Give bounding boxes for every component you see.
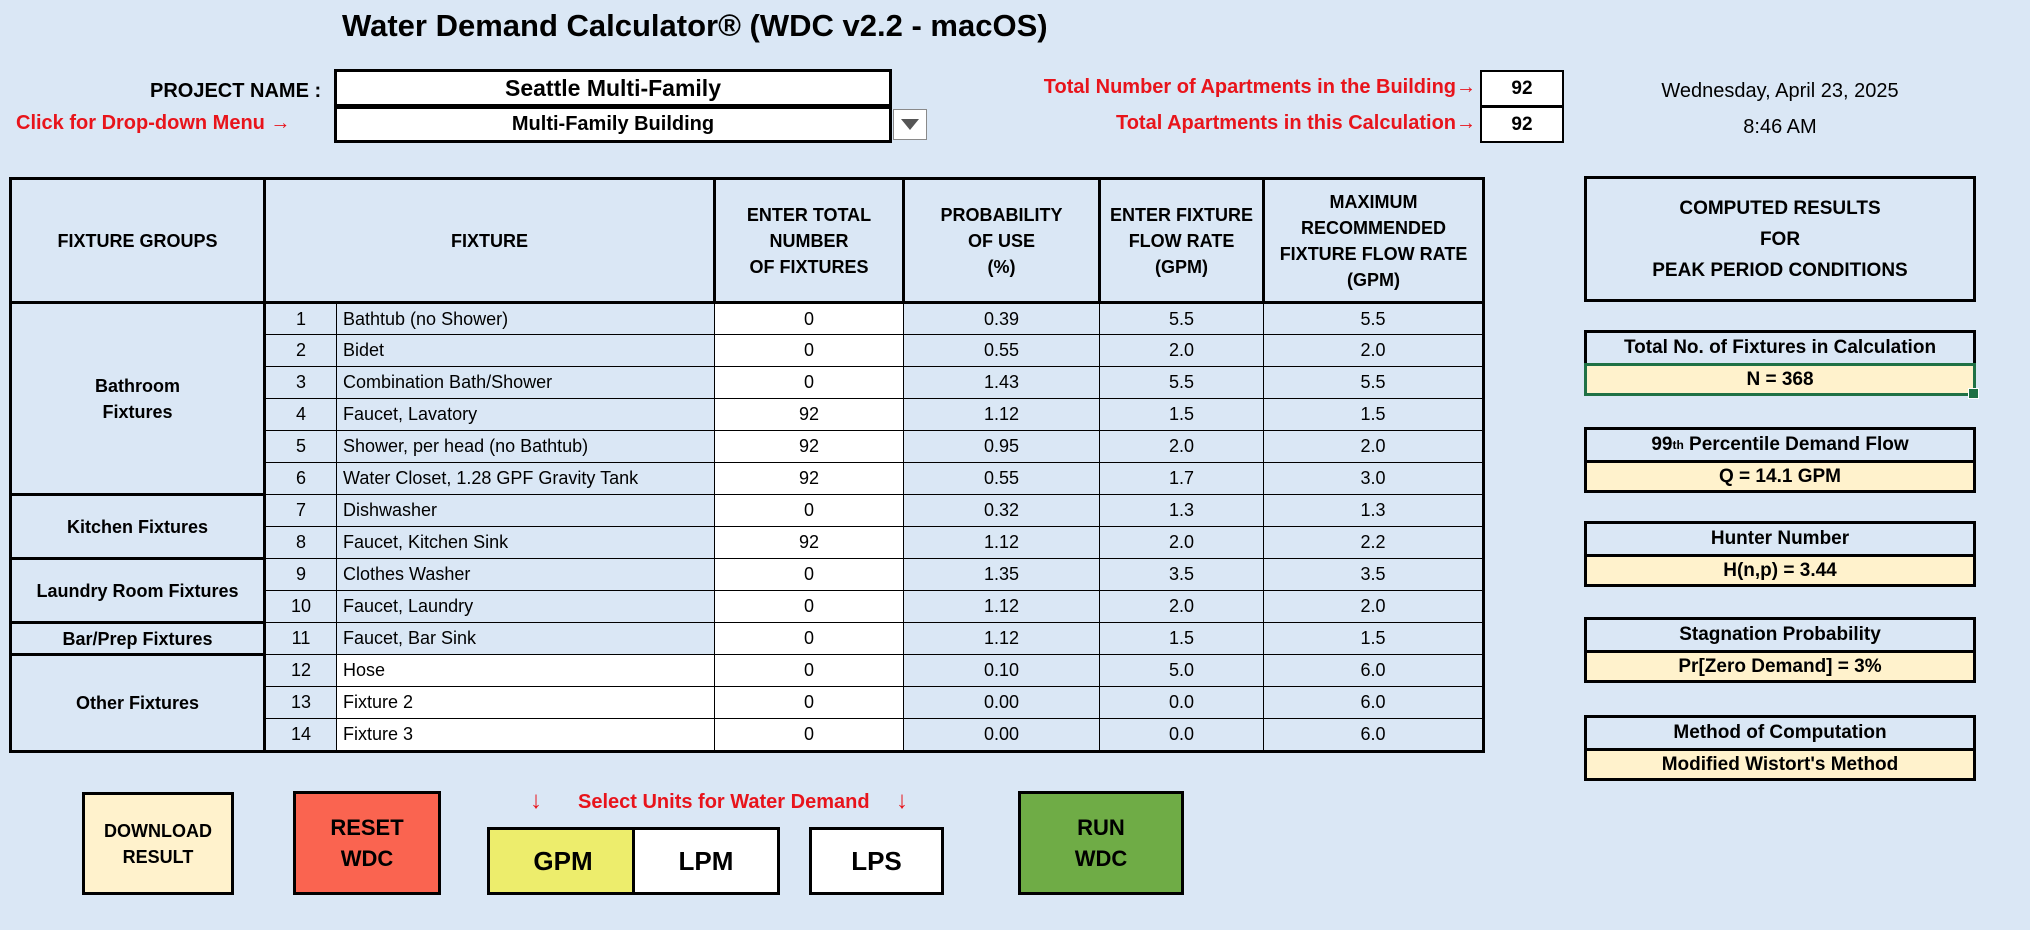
flow-rate-input[interactable]: 2.0 <box>1100 335 1264 367</box>
building-type-dropdown-button[interactable] <box>893 109 927 140</box>
calc-apartments-input[interactable]: 92 <box>1480 106 1564 143</box>
demand-flow-value: Q = 14.1 GPM <box>1584 460 1976 493</box>
fixture-group-label: Kitchen Fixtures <box>66 516 209 537</box>
unit-gpm-button[interactable]: GPM <box>487 827 639 895</box>
flow-rate-input[interactable]: 0.0 <box>1100 719 1264 752</box>
flow-rate-input[interactable]: 3.5 <box>1100 559 1264 591</box>
fixture-name: Faucet, Kitchen Sink <box>337 527 715 559</box>
reset-line: WDC <box>340 846 394 871</box>
probability-of-use: 0.00 <box>904 687 1100 719</box>
table-row <box>11 495 1484 527</box>
demand-flow-label-num: 99 <box>1651 434 1673 455</box>
fixture-count-input[interactable]: 92 <box>715 463 904 495</box>
max-flow-rate: 1.5 <box>1264 623 1484 655</box>
flow-rate-input[interactable]: 2.0 <box>1100 431 1264 463</box>
table-row <box>11 623 1484 655</box>
fixture-name: Fixture 2 <box>337 687 715 719</box>
total-fixtures-label: Total No. of Fixtures in Calculation <box>1584 330 1976 363</box>
fixture-count-input[interactable]: 0 <box>715 719 904 752</box>
max-flow-rate: 3.0 <box>1264 463 1484 495</box>
header-max-line: FIXTURE FLOW RATE <box>1279 243 1468 264</box>
flow-rate-input[interactable]: 1.5 <box>1100 623 1264 655</box>
fixture-count-input[interactable]: 0 <box>715 303 904 335</box>
probability-of-use: 0.32 <box>904 495 1100 527</box>
dropdown-hint: Click for Drop-down Menu → <box>16 112 291 134</box>
fixture-name: Shower, per head (no Bathtub) <box>337 431 715 463</box>
flow-rate-input[interactable]: 1.5 <box>1100 399 1264 431</box>
row-number: 7 <box>265 495 337 527</box>
row-number: 9 <box>265 559 337 591</box>
results-header-line: COMPUTED RESULTS <box>1679 197 1881 219</box>
header-prob-line: PROBABILITY <box>940 204 1063 225</box>
header-prob-line: OF USE <box>968 230 1036 251</box>
flow-rate-input[interactable]: 1.7 <box>1100 463 1264 495</box>
flow-rate-input[interactable]: 5.5 <box>1100 367 1264 399</box>
probability-of-use: 0.10 <box>904 655 1100 687</box>
app-title: Water Demand Calculator® (WDC v2.2 - macOS) <box>342 8 1048 43</box>
fixture-name: Bidet <box>337 335 715 367</box>
fixture-count-input[interactable]: 0 <box>715 495 904 527</box>
fixture-count-input[interactable]: 92 <box>715 399 904 431</box>
results-header-line: FOR <box>1759 228 1801 250</box>
calc-apartments-label: Total Apartments in this Calculation→ <box>1115 112 1476 134</box>
fixture-count-input[interactable]: 0 <box>715 687 904 719</box>
fixture-name: Dishwasher <box>337 495 715 527</box>
header-count <box>715 179 904 303</box>
header-rate-line: ENTER FIXTURE <box>1110 204 1254 225</box>
fixture-name: Faucet, Laundry <box>337 591 715 623</box>
row-number: 3 <box>265 367 337 399</box>
result-demand-flow <box>1584 427 1976 493</box>
fixture-name: Faucet, Lavatory <box>337 399 715 431</box>
header-max-line: MAXIMUM <box>1329 191 1418 212</box>
download-line: RESULT <box>122 846 194 867</box>
flow-rate-input[interactable]: 2.0 <box>1100 591 1264 623</box>
probability-of-use: 1.43 <box>904 367 1100 399</box>
demand-flow-label-text: Percentile Demand Flow <box>1683 434 1909 455</box>
probability-of-use: 0.95 <box>904 431 1100 463</box>
table-header-row <box>11 179 1484 303</box>
unit-lpm-button[interactable]: LPM <box>632 827 780 895</box>
header-probability <box>904 179 1100 303</box>
max-flow-rate: 2.0 <box>1264 431 1484 463</box>
fixture-count-input[interactable]: 0 <box>715 623 904 655</box>
download-result-button[interactable] <box>82 792 234 895</box>
probability-of-use: 1.12 <box>904 527 1100 559</box>
run-wdc-button[interactable] <box>1018 791 1184 895</box>
header-fixture: FIXTURE <box>265 179 715 303</box>
table-row <box>11 303 1484 335</box>
run-line: WDC <box>1074 846 1128 871</box>
fixture-count-input[interactable]: 0 <box>715 367 904 399</box>
header-max-line: (GPM) <box>1347 269 1401 290</box>
time-display: 8:46 AM <box>1743 116 1817 138</box>
chevron-down-icon <box>901 119 919 130</box>
max-flow-rate: 1.3 <box>1264 495 1484 527</box>
probability-of-use: 1.35 <box>904 559 1100 591</box>
fixture-count-input[interactable]: 0 <box>715 655 904 687</box>
fixture-group-label: Laundry Room Fixtures <box>36 580 239 601</box>
fixture-group-label: Bathroom <box>95 375 180 396</box>
demand-flow-label: 99 th Percentile Demand Flow <box>1584 427 1976 460</box>
reset-wdc-button[interactable] <box>293 791 441 895</box>
fixture-group-cell <box>11 559 265 623</box>
row-number: 5 <box>265 431 337 463</box>
result-total-fixtures <box>1584 330 1976 396</box>
table-row <box>11 559 1484 591</box>
max-flow-rate: 6.0 <box>1264 719 1484 752</box>
max-flow-rate: 2.0 <box>1264 591 1484 623</box>
run-line: RUN <box>1077 815 1125 840</box>
header-count-line: OF FIXTURES <box>749 256 869 277</box>
fixture-count-input[interactable]: 0 <box>715 591 904 623</box>
fixture-count-input[interactable]: 92 <box>715 527 904 559</box>
building-type-select[interactable]: Multi-Family Building <box>334 106 892 143</box>
table-row <box>11 655 1484 687</box>
max-flow-rate: 6.0 <box>1264 687 1484 719</box>
max-flow-rate: 2.2 <box>1264 527 1484 559</box>
result-hunter-number <box>1584 521 1976 587</box>
probability-of-use: 0.55 <box>904 463 1100 495</box>
header-max-flow-rate <box>1264 179 1484 303</box>
fixture-group-cell <box>11 623 265 655</box>
fixture-name: Combination Bath/Shower <box>337 367 715 399</box>
row-number: 13 <box>265 687 337 719</box>
fixture-count-input[interactable]: 0 <box>715 335 904 367</box>
header-fixture-groups: FIXTURE GROUPS <box>11 179 265 303</box>
fixture-group-label: Fixtures <box>102 401 173 422</box>
probability-of-use: 0.39 <box>904 303 1100 335</box>
max-flow-rate: 1.5 <box>1264 399 1484 431</box>
total-apartments-input[interactable]: 92 <box>1480 70 1564 107</box>
fixture-count-input[interactable]: 92 <box>715 431 904 463</box>
units-hint: Select Units for Water Demand <box>578 791 870 813</box>
computed-results-header <box>1584 176 1976 302</box>
fixture-name: Fixture 3 <box>337 719 715 752</box>
total-apartments-label: Total Number of Apartments in the Building→ <box>1043 76 1476 98</box>
header-count-line: NUMBER <box>769 230 849 251</box>
date-display: Wednesday, April 23, 2025 <box>1661 80 1899 102</box>
row-number: 6 <box>265 463 337 495</box>
stagnation-value: Pr[Zero Demand] = 3% <box>1584 650 1976 683</box>
reset-line: RESET <box>330 815 404 840</box>
row-number: 14 <box>265 719 337 752</box>
total-fixtures-value[interactable]: N = 368 <box>1584 363 1976 396</box>
header-prob-line: (%) <box>987 256 1016 277</box>
fixture-group-label: Other Fixtures <box>75 693 200 713</box>
flow-rate-input[interactable]: 5.5 <box>1100 303 1264 335</box>
max-flow-rate: 6.0 <box>1264 655 1484 687</box>
header-count-line: ENTER TOTAL <box>746 204 872 225</box>
fixture-name: Water Closet, 1.28 GPF Gravity Tank <box>337 463 715 495</box>
row-number: 2 <box>265 335 337 367</box>
max-flow-rate: 5.5 <box>1264 303 1484 335</box>
max-flow-rate: 5.5 <box>1264 367 1484 399</box>
header-flow-rate <box>1100 179 1264 303</box>
flow-rate-input[interactable]: 2.0 <box>1100 527 1264 559</box>
probability-of-use: 1.12 <box>904 399 1100 431</box>
result-method <box>1584 715 1976 781</box>
fixture-table <box>9 177 1485 753</box>
fixture-name: Faucet, Bar Sink <box>337 623 715 655</box>
row-number: 4 <box>265 399 337 431</box>
arrow-down-icon: ↓ <box>530 787 542 814</box>
fixture-group-cell <box>11 655 265 752</box>
result-stagnation <box>1584 617 1976 683</box>
fixture-name: Bathtub (no Shower) <box>337 303 715 335</box>
probability-of-use: 0.55 <box>904 335 1100 367</box>
flow-rate-input[interactable]: 1.3 <box>1100 495 1264 527</box>
flow-rate-input[interactable]: 5.0 <box>1100 655 1264 687</box>
method-label: Method of Computation <box>1584 715 1976 748</box>
header-rate-line: (GPM) <box>1155 256 1209 277</box>
project-name-label: PROJECT NAME : <box>150 80 322 102</box>
results-header-line: PEAK PERIOD CONDITIONS <box>1652 259 1908 281</box>
max-flow-rate: 3.5 <box>1264 559 1484 591</box>
probability-of-use: 0.00 <box>904 719 1100 752</box>
fixture-group-label: Bar/Prep Fixtures <box>62 628 213 649</box>
hunter-number-label: Hunter Number <box>1584 521 1976 554</box>
fixture-count-input[interactable]: 0 <box>715 559 904 591</box>
probability-of-use: 1.12 <box>904 591 1100 623</box>
fixture-group-cell <box>11 495 265 559</box>
row-number: 11 <box>265 623 337 655</box>
flow-rate-input[interactable]: 0.0 <box>1100 687 1264 719</box>
stagnation-label: Stagnation Probability <box>1584 617 1976 650</box>
fixture-name: Hose <box>337 655 715 687</box>
fixture-group-cell <box>11 303 265 495</box>
row-number: 10 <box>265 591 337 623</box>
project-name-input[interactable]: Seattle Multi-Family <box>334 69 892 107</box>
probability-of-use: 1.12 <box>904 623 1100 655</box>
row-number: 1 <box>265 303 337 335</box>
row-number: 12 <box>265 655 337 687</box>
header-rate-line: FLOW RATE <box>1128 230 1235 251</box>
fixture-name: Clothes Washer <box>337 559 715 591</box>
hunter-number-value: H(n,p) = 3.44 <box>1584 554 1976 587</box>
unit-lps-button[interactable]: LPS <box>809 827 944 895</box>
arrow-down-icon: ↓ <box>896 787 908 814</box>
max-flow-rate: 2.0 <box>1264 335 1484 367</box>
method-value: Modified Wistort's Method <box>1584 748 1976 781</box>
header-max-line: RECOMMENDED <box>1301 217 1447 238</box>
download-line: DOWNLOAD <box>104 820 212 841</box>
row-number: 8 <box>265 527 337 559</box>
